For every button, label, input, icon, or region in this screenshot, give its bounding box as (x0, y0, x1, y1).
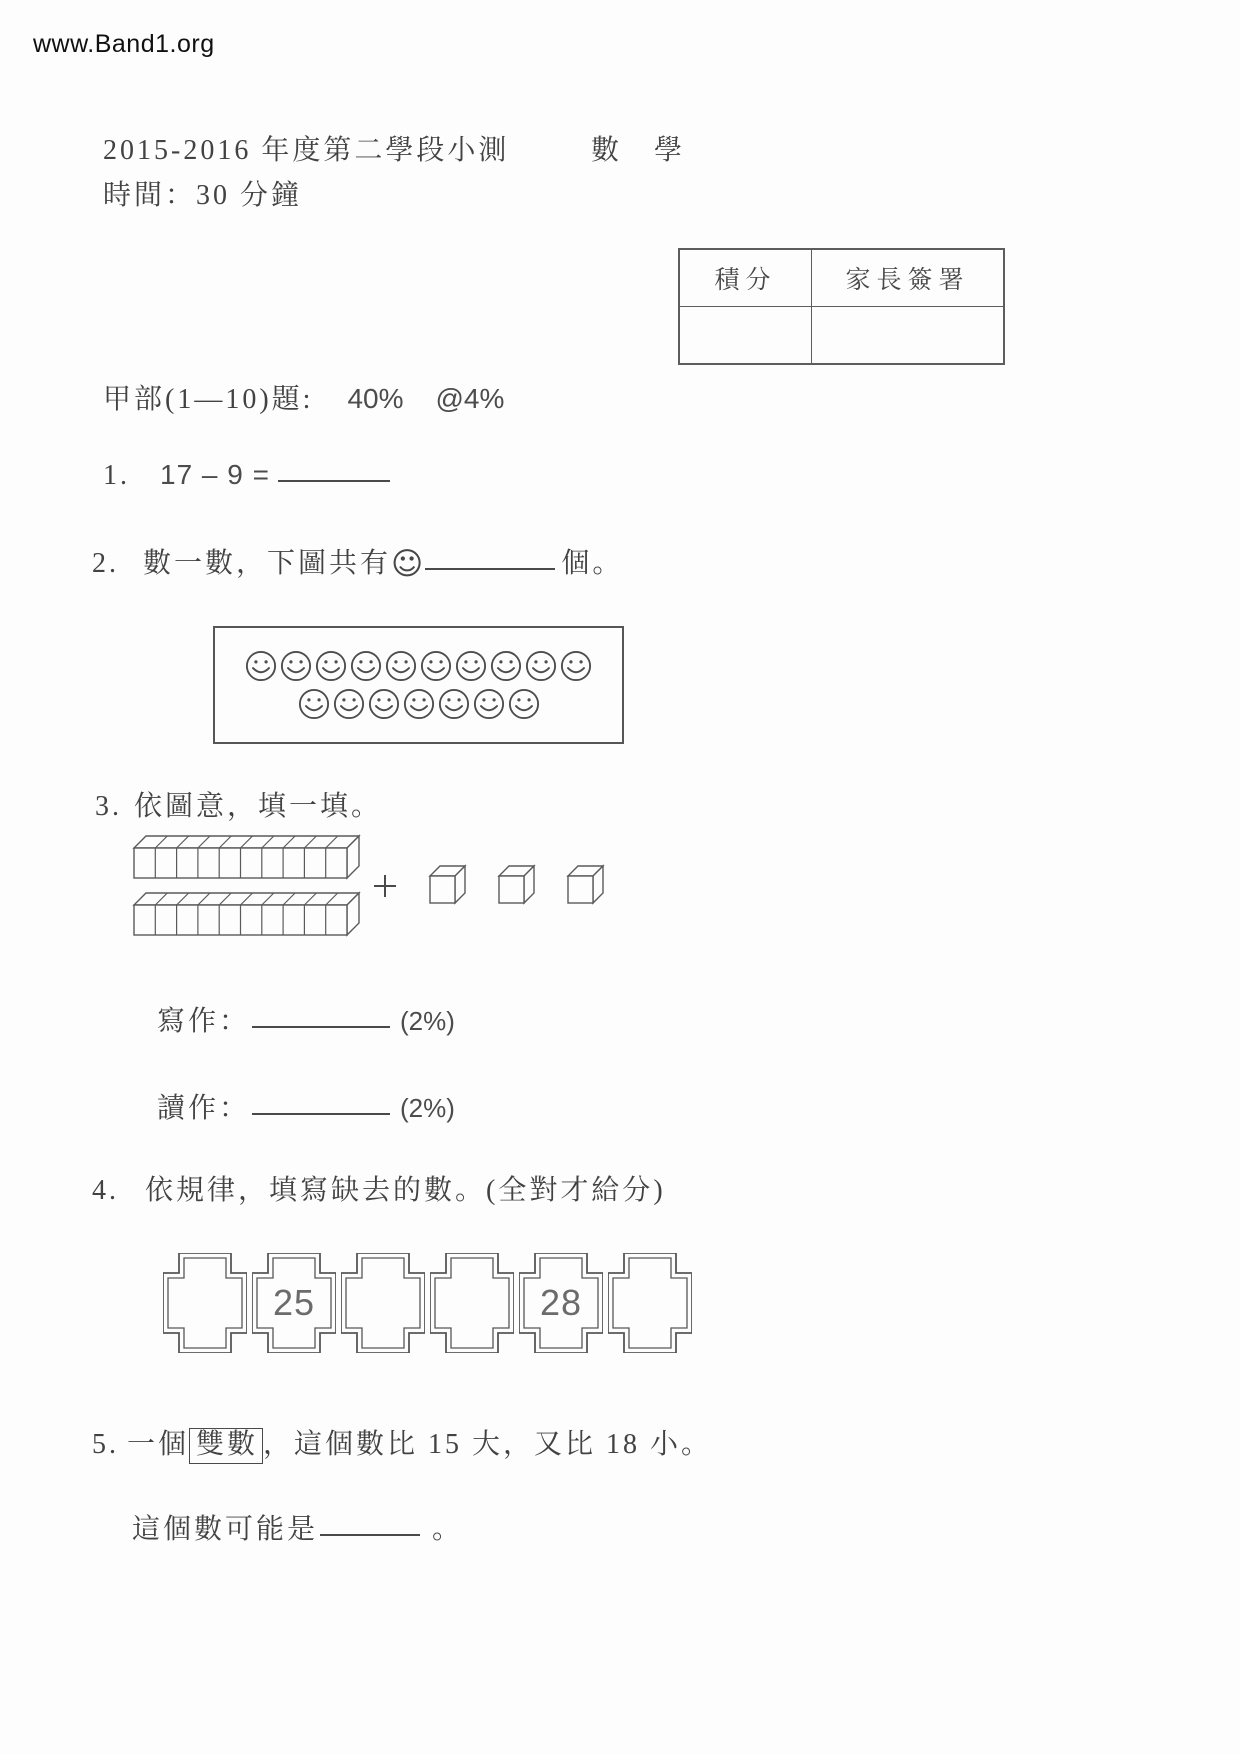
pattern-box-value (608, 1253, 692, 1353)
q1-expression: 17 – 9 = (160, 459, 270, 490)
q5-line2-period: 。 (432, 1514, 464, 1545)
score-table (678, 248, 1005, 365)
unit-cube (499, 866, 534, 903)
question-3 (95, 784, 382, 824)
section-a-label: 甲部(1—10)題: (103, 384, 314, 415)
smiley-face-icon (438, 688, 470, 720)
q5-answer-blank (320, 1530, 420, 1536)
smiley-row-2 (298, 688, 540, 720)
pattern-box (519, 1253, 603, 1353)
score-header-cell: 積分 (680, 250, 812, 307)
smiley-face-icon: ☺ (391, 546, 424, 582)
q5-number: 5. (92, 1429, 119, 1460)
smiley-face-icon (298, 688, 330, 720)
pattern-box-value (430, 1253, 514, 1353)
time-info: 時間：30 分鐘 (103, 180, 303, 211)
question-2 (92, 541, 623, 581)
q3-read-score: (2%) (400, 1093, 455, 1123)
smiley-face-icon (560, 650, 592, 682)
pattern-box (608, 1253, 692, 1353)
q5-text-after: ，這個數比 15 大，又比 18 小。 (263, 1429, 713, 1460)
section-a-total: 40% (347, 383, 404, 414)
smiley-face-icon (473, 688, 505, 720)
q2-text-before: 數一數，下圖共有 (143, 548, 392, 579)
pattern-box-value (341, 1253, 425, 1353)
smiley-face-icon (333, 688, 365, 720)
pattern-box-value (163, 1253, 247, 1353)
q1-number: 1. (103, 460, 130, 491)
q1-answer-blank (278, 476, 390, 482)
section-a-header (103, 377, 504, 417)
parent-sign-value-cell (812, 307, 1003, 363)
plus-sign (374, 875, 396, 897)
smiley-face-icon (420, 650, 452, 682)
pattern-box (341, 1253, 425, 1353)
q3-write-label: 寫作： (157, 1006, 251, 1037)
smiley-face-icon (368, 688, 400, 720)
q2-answer-blank (425, 564, 555, 570)
smiley-row-1 (245, 650, 592, 682)
cube-rod (134, 836, 359, 878)
smiley-box (213, 626, 624, 744)
pattern-box-value: 25 (272, 1282, 316, 1323)
question-1 (103, 459, 390, 492)
pattern-strip (163, 1253, 692, 1353)
pattern-box (430, 1253, 514, 1353)
subject-title: 數 學 (591, 135, 697, 166)
pattern-box-value: 28 (539, 1282, 583, 1323)
question-4 (92, 1168, 666, 1208)
q3-write-line (157, 999, 455, 1039)
pattern-box (252, 1253, 336, 1353)
smiley-face-icon (385, 650, 417, 682)
q4-text: 依規律，填寫缺去的數。(全對才給分) (145, 1175, 666, 1206)
q2-text-after: 個。 (561, 548, 624, 579)
q4-number: 4. (92, 1175, 119, 1206)
q3-number: 3. (95, 791, 122, 822)
q5-text-before: 一個 (127, 1429, 190, 1460)
score-value-cell (680, 307, 812, 363)
unit-cube (568, 866, 603, 903)
cube-figure (125, 830, 625, 950)
cube-rod (134, 893, 359, 935)
q3-text: 依圖意，填一填。 (134, 791, 383, 822)
q5-line2 (132, 1507, 463, 1547)
q3-read-blank (252, 1109, 390, 1115)
q5-line2-text: 這個數可能是 (132, 1514, 319, 1545)
unit-cube (430, 866, 465, 903)
question-5 (92, 1422, 712, 1464)
q3-read-line (157, 1086, 455, 1126)
q3-write-blank (252, 1022, 390, 1028)
smiley-face-icon (280, 650, 312, 682)
smiley-face-icon (245, 650, 277, 682)
section-a-each: @4% (435, 383, 505, 414)
site-watermark: www.Band1.org (33, 30, 215, 58)
smiley-face-icon (490, 650, 522, 682)
smiley-face-icon (508, 688, 540, 720)
smiley-face-icon (403, 688, 435, 720)
smiley-face-icon (525, 650, 557, 682)
q5-boxed-term: 雙數 (189, 1428, 263, 1464)
smiley-face-icon (315, 650, 347, 682)
smiley-face-icon (455, 650, 487, 682)
q3-read-label: 讀作： (157, 1093, 251, 1124)
smiley-face-icon (350, 650, 382, 682)
pattern-box (163, 1253, 247, 1353)
parent-sign-header-cell: 家長簽署 (812, 250, 1003, 307)
q3-write-score: (2%) (400, 1006, 455, 1036)
exam-title: 2015-2016 年度第二學段小測 (103, 135, 510, 166)
q2-number: 2. (92, 548, 119, 579)
